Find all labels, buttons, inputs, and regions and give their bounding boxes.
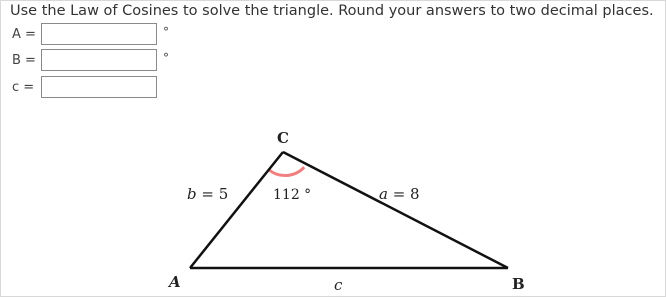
vertex-label-C: C	[277, 129, 289, 147]
vertex-label-A: A	[169, 273, 181, 291]
side-a-value: = 8	[387, 185, 420, 203]
side-c-label: c	[334, 276, 343, 294]
side-b-value: = 5	[196, 185, 229, 203]
side-a-line	[283, 152, 508, 268]
label-c: c =	[12, 79, 35, 95]
side-a-variable: a	[379, 185, 388, 203]
label-B: B =	[12, 52, 36, 68]
angle-C-label: 112 °	[273, 187, 312, 203]
side-a-label	[379, 185, 420, 203]
degree-symbol-A: °	[163, 25, 169, 39]
vertex-label-B: B	[512, 275, 525, 293]
side-b-line	[190, 152, 283, 268]
label-A: A =	[12, 26, 36, 42]
angle-C-arc	[269, 167, 305, 175]
side-b-label	[187, 185, 228, 203]
side-b-variable: b	[187, 185, 197, 203]
degree-symbol-B: °	[163, 51, 169, 65]
question-text: Use the Law of Cosines to solve the triangle. Round your answers to two decimal places.	[10, 3, 654, 19]
